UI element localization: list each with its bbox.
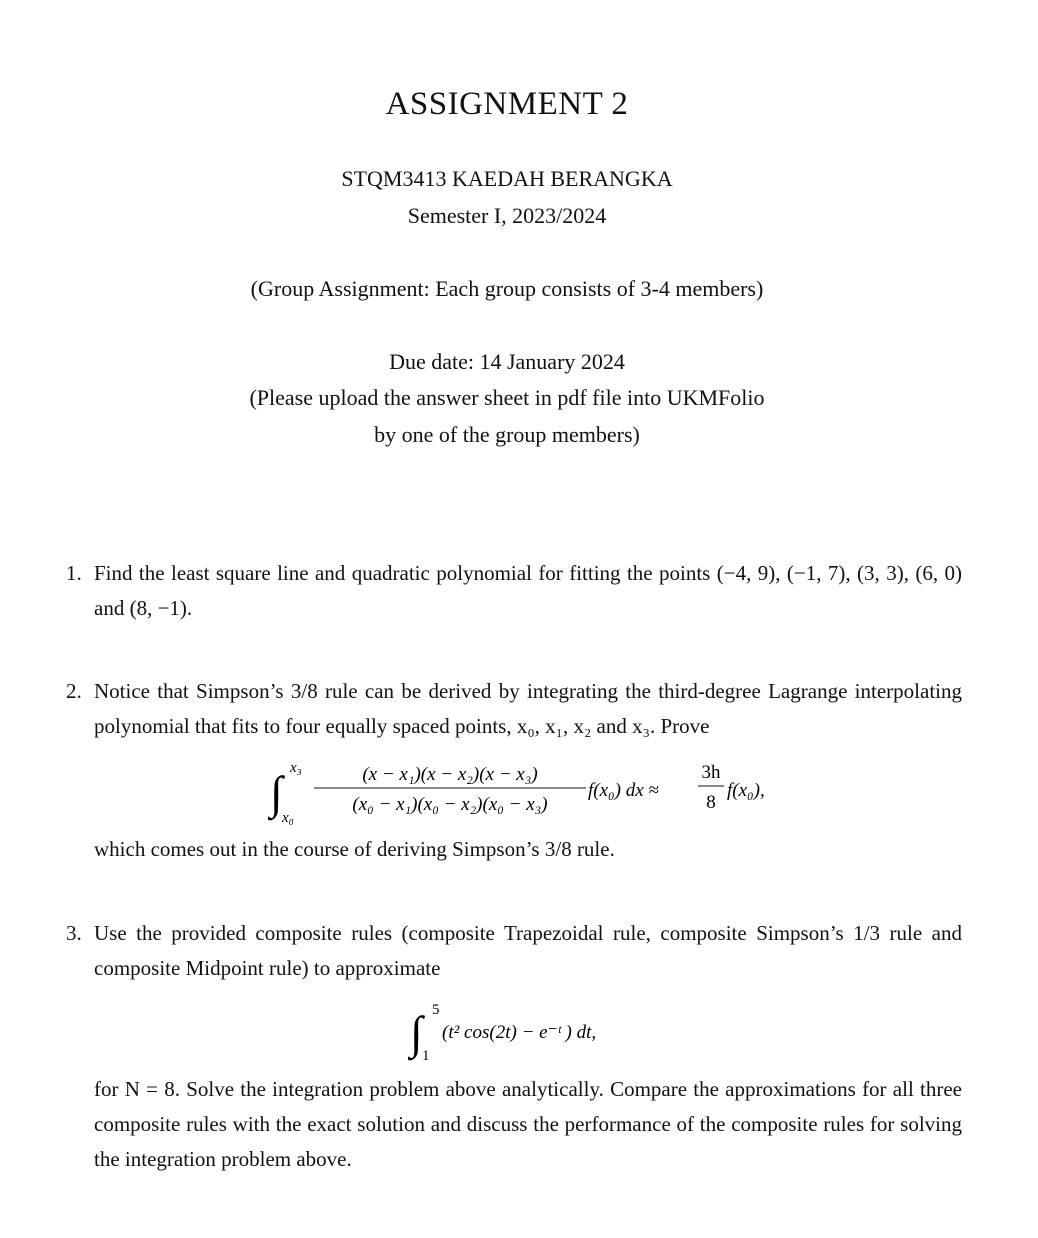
lower-limit: x₀ xyxy=(282,810,294,826)
equation-integral xyxy=(408,998,668,1064)
question-number: 2. xyxy=(66,679,82,703)
equation-svg xyxy=(408,998,668,1064)
semester-line: Semester I, 2023/2024 xyxy=(407,203,607,228)
upper-limit: 5 xyxy=(432,1002,440,1018)
question-text: Notice that Simpson’s 3/8 rule can be derived by integrating the third-degree Lagrange interpolating polynomial that fits to four equally spaced points, x₀, x₁, x₂ and x₃. Prove xyxy=(94,679,962,738)
question-3 xyxy=(66,916,962,986)
upload-instruction-line2: by one of the group members) xyxy=(374,422,640,447)
question-1 xyxy=(66,556,962,626)
equation-simpson-38 xyxy=(268,756,798,826)
question-3-followup: for N = 8. Solve the integration problem above analytically. Compare the approximations for all three composite rules with the exact solution and discuss the performance of the composite rules for solving the integration problem above. xyxy=(94,1077,962,1171)
integral-sign: ∫ xyxy=(270,767,283,818)
course-code: STQM3413 KAEDAH BERANGKA xyxy=(341,166,673,191)
integrand: (t² cos(2t) − e⁻ᵗ ) dt, xyxy=(442,1022,597,1043)
rhs-numerator: 3h xyxy=(701,762,721,783)
rhs-tail: f(x₀), xyxy=(727,780,765,801)
question-number: 1. xyxy=(66,561,82,585)
lower-limit: 1 xyxy=(422,1048,430,1064)
upper-limit: x₃ xyxy=(290,760,302,776)
question-2-followup: which comes out in the course of deriving Simpson’s 3/8 rule. xyxy=(94,837,615,861)
question-2 xyxy=(66,674,962,744)
question-text: Use the provided composite rules (composite Trapezoidal rule, composite Simpson’s 1/3 rule and composite Midpoint rule) to approximate xyxy=(94,921,962,980)
equation-svg xyxy=(268,756,798,826)
integral-sign: ∫ xyxy=(410,1007,423,1058)
fraction-denominator: (x₀ − x₁)(x₀ − x₂)(x₀ − x₃) xyxy=(352,794,548,815)
group-note: (Group Assignment: Each group consists of 3-4 members) xyxy=(250,276,764,301)
rhs-denominator: 8 xyxy=(706,792,716,813)
integrand-tail: f(x₀) dx ≈ xyxy=(588,780,659,801)
due-date: Due date: 14 January 2024 xyxy=(389,349,625,374)
fraction-numerator: (x − x₁)(x − x₂)(x − x₃) xyxy=(362,764,538,785)
question-number: 3. xyxy=(66,921,82,945)
question-text: Find the least square line and quadratic polynomial for fitting the points (−4, 9), (−1, 7), (3, 3), (6, 0) and (8, −1). xyxy=(94,561,962,620)
assignment-title: ASSIGNMENT 2 xyxy=(385,86,629,122)
upload-instruction-line1: (Please upload the answer sheet in pdf file into UKMFolio xyxy=(249,385,765,410)
